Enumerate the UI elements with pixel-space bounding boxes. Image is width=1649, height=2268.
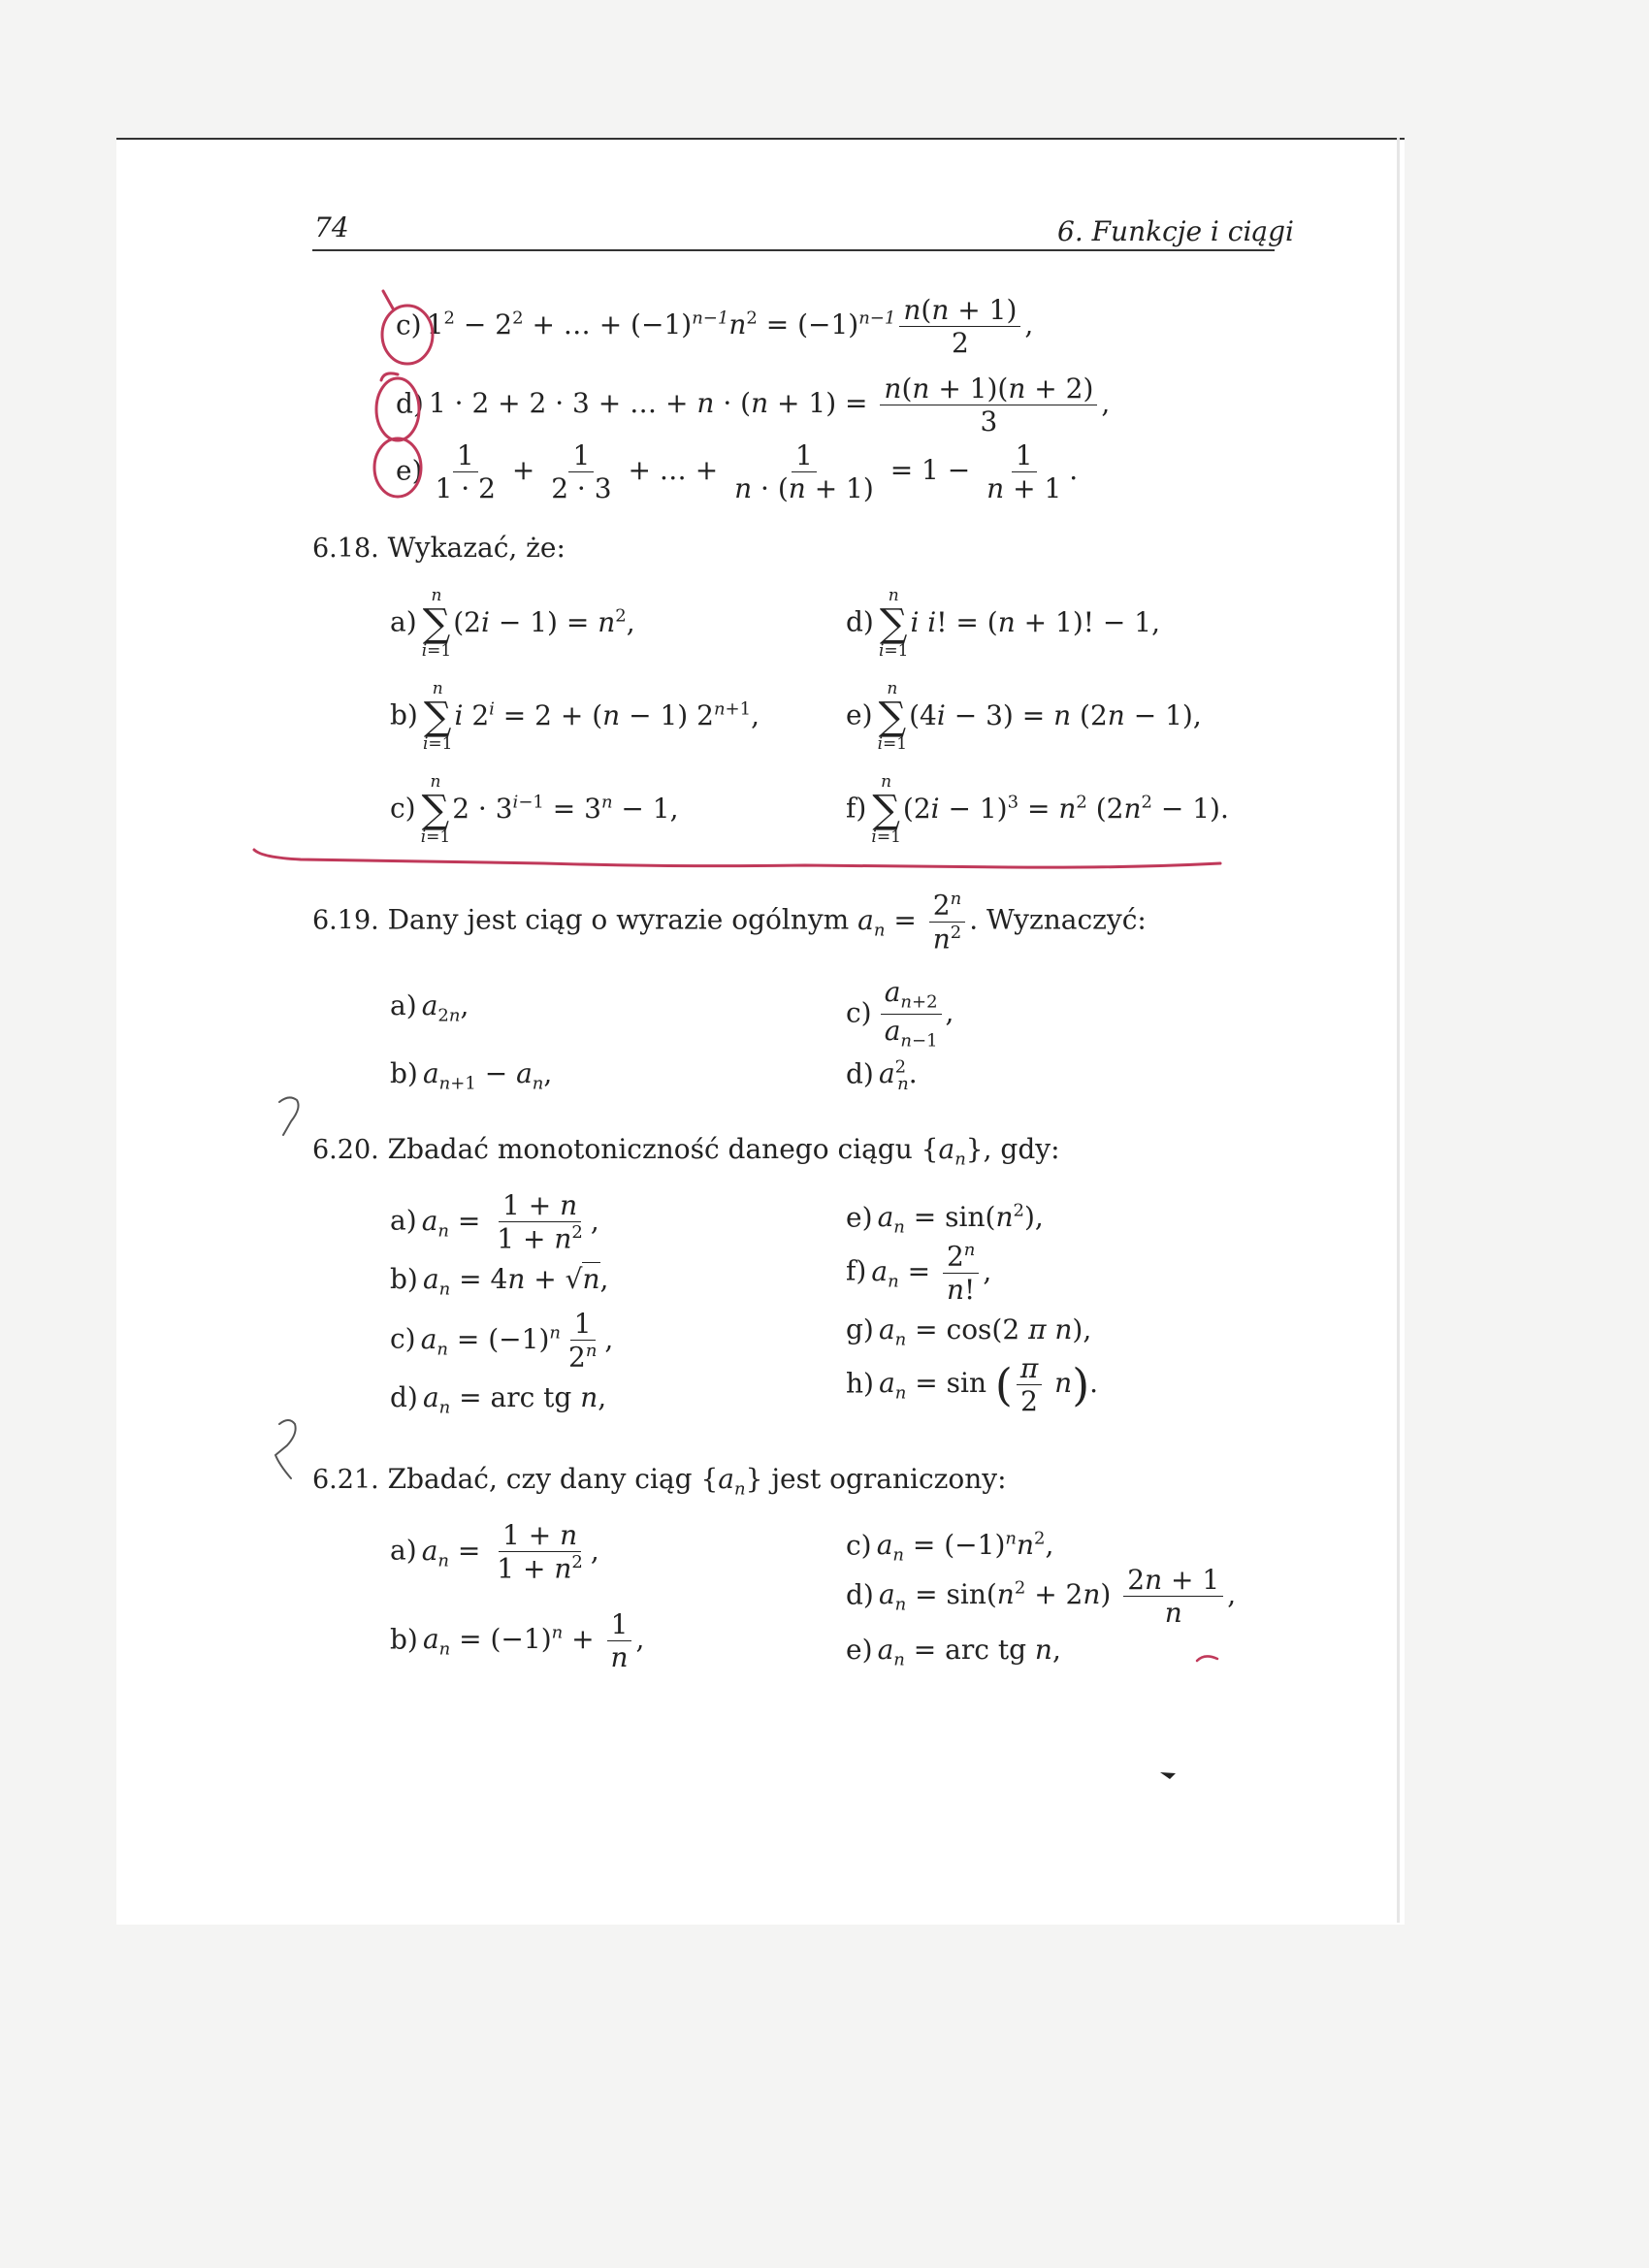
formula: $a_{n+1} - a_n$, [422,1057,553,1094]
item-label: c) [846,1529,872,1562]
item-label: e) [846,698,873,731]
item-label: e) [396,454,423,487]
problem-number: 6.21. [312,1465,379,1495]
item-label: g) [846,1313,874,1345]
formula: n ∑ i=1 $2 \cdot 3^{i-1} = 3^n - 1$, [420,772,679,847]
formula: $a_n$ = $\frac{2^n}{n!}$ , [871,1240,992,1306]
problem-number: 6.18. [312,534,379,564]
circle-mark-e [374,438,421,497]
problem-text-part: Zbadać, czy dany ciąg [387,1463,693,1495]
item-label: a) [390,1204,417,1237]
circle-mark-c-tail [383,291,393,308]
problem-text-part: Zbadać monotoniczność danego ciągu [387,1133,913,1165]
item-label: d) [846,605,874,638]
formula: $\{a_n\}$ [700,1463,763,1500]
chapter-title: 6. Funkcje i ciągi [1057,215,1294,247]
page-number: 74 [314,211,349,243]
formula: n ∑ i=1 i i! = (n + 1)! − 1, [878,586,1160,661]
formula: $a_{2n}$, [421,989,469,1026]
item-label: c) [390,792,416,825]
formula: n ∑ i=1 $(2i - 1)^3 = n^2$ $(2n^2 - 1)$. [871,772,1229,847]
formula: $a^2_n$. [878,1057,918,1094]
item-label: d) [396,387,424,420]
item-label: b) [390,698,418,731]
formula: $1^2 - 2^2$ + … + $(-1)^{n-1}n^2 = (-1)^{n-1}$ $\frac{n(n + 1)}{2}$ , [426,294,1034,360]
formula: 1 · 2 + 2 · 3 + … + n · (n + 1) = $\frac{n(n + 1)(n + 2)}{3}$ , [428,373,1111,438]
problem-number: 6.20. [312,1135,379,1165]
formula: $\frac{a_{n+2}}{a_{n-1}}$ , [877,996,954,1028]
item-label: d) [846,1578,874,1611]
item-label: f) [846,792,867,825]
formula: $a_n = \sin$ ( $\frac{\pi}{2}$ n). [879,1352,1099,1418]
item-label: a) [390,605,417,638]
item-label: b) [390,1623,418,1656]
formula: $a_n = (-1)^n$ $\frac{1}{2^n}$ , [420,1308,614,1374]
formula: $\{a_n\}$ [921,1133,984,1170]
ink-blot [1160,1772,1176,1779]
formula: $a_n$ = $\frac{1 + n}{1 + n^2}$ , [421,1189,599,1255]
item-label: e) [846,1634,873,1666]
formula: n ∑ i=1 (4i − 3) = n (2n − 1), [877,679,1202,754]
item-label: h) [846,1367,874,1400]
item-label: d) [846,1057,874,1090]
item-label: a) [390,1534,417,1567]
formula: $a_n = (-1)^nn^2$, [876,1529,1054,1566]
pink-tick-mark [1197,1656,1217,1661]
formula: $a_n = \sin(n^2 + 2n)$ $\frac{2n + 1}{n}$ , [878,1564,1237,1630]
formula: $\frac{1}{1 \cdot 2}$ + $\frac{1}{2 \cdot 3}$ + … + $\frac{1}{n \cdot (n + 1)}$ = 1 − $\frac{1}{n + 1}$ . [435,439,1079,505]
item-label: a) [390,989,417,1021]
circle-mark-c [382,306,433,364]
formula: $a_n$ = $\frac{2^n}{n^2}$ [857,904,969,936]
formula: n ∑ i=1 i $2^i = 2 + (n - 1)$ $2^{n+1}$, [422,679,760,754]
formula: $a_n$ = arc tg n, [422,1381,607,1418]
problem-text: Wykazać, że: [387,532,566,564]
problem-text-part: jest ograniczony: [771,1463,1007,1495]
problem-number: 6.19. [312,905,379,936]
item-label: f) [846,1254,867,1287]
item-label: c) [396,308,422,341]
item-label: e) [846,1201,873,1234]
problem-text-part: . Wyznaczyć: [969,903,1147,936]
formula: $a_n$ = $\frac{1 + n}{1 + n^2}$ , [421,1519,599,1585]
item-label: c) [390,1322,416,1355]
section-divider-line [254,850,1220,867]
formula: $a_n = (-1)^n$ + $\frac{1}{n}$ , [422,1608,645,1674]
item-label: b) [390,1263,418,1295]
question-mark-icon [279,1097,299,1135]
problem-text-part: , gdy: [983,1133,1060,1165]
formula: n ∑ i=1 $(2i - 1) = n^2$, [421,586,635,661]
problem-text-part: Dany jest ciąg o wyrazie ogólnym [387,903,850,936]
formula: $a_n = \cos(2$ π n), [878,1313,1092,1350]
item-label: d) [390,1381,418,1413]
question-mark-icon [275,1420,296,1478]
circle-mark-d [376,378,419,440]
formula: $a_n = 4n + √n$, [422,1263,609,1300]
item-label: b) [390,1057,418,1089]
formula: $a_n$ = arc tg n, [877,1634,1061,1670]
formula: $a_n = \sin(n^2)$, [877,1201,1044,1238]
item-label: c) [846,996,872,1029]
